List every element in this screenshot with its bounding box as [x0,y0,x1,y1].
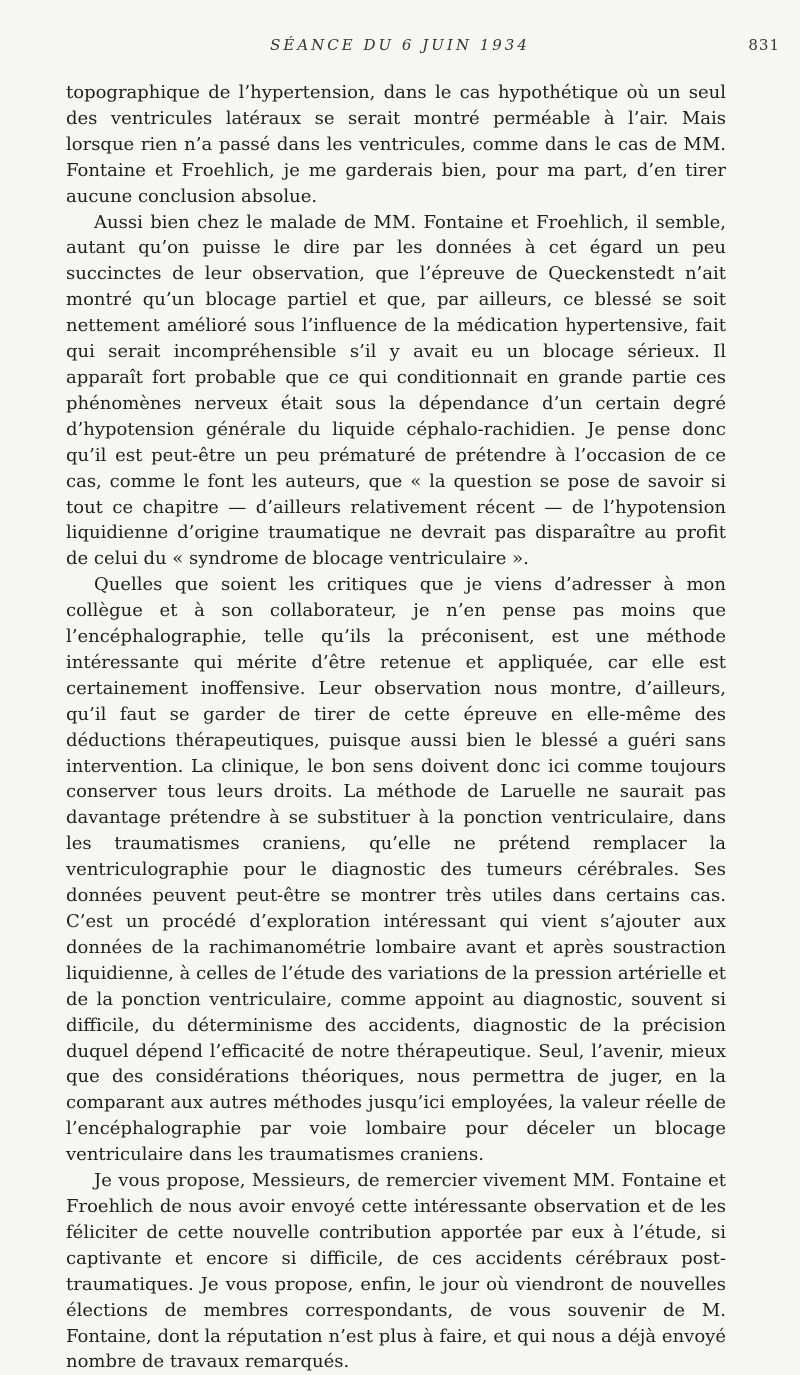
page-number: 831 [748,36,780,54]
body-text [66,80,726,1375]
running-title: SÉANCE DU 6 JUIN 1934 [270,36,530,54]
page-header [0,36,800,60]
paragraph: Aussi bien chez le malade de MM. Fontaine et Froehlich, il semble, autant qu’on puisse le dire par les données à cet égard un peu succinctes de leur observation, que l’épreuve de Queckenstedt n’ait montré qu’un blocage partiel et que, par ailleurs, ce blessé se soit nettement amélioré sous l’influence de la médication hypertensive, fait qui serait incompréhensible s’il y avait eu un blocage sérieux. Il apparaît fort probable que ce qui conditionnait en grande partie ces phénomènes nerveux était sous la dépendance d’un certain degré d’hypotension générale du liquide céphalo-rachidien. Je pense donc qu’il est peut-être un peu prématuré de prétendre à l’occasion de ce cas, comme le font les auteurs, que « la question se pose de savoir si tout ce chapitre — d’ailleurs relativement récent — de l’hypotension liquidienne d’origine traumatique ne devrait pas disparaître au profit de celui du « syndrome de blocage ventriculaire ». [66,211,726,570]
paragraph: Quelles que soient les critiques que je viens d’adresser à mon collègue et à son collaborateur, je n’en pense pas moins que l’encéphalographie, telle qu’ils la préconisent, est une méthode intéressante qui mérite d’être retenue et appliquée, car elle est certainement inoffensive. Leur observation nous montre, d’ailleurs, qu’il faut se garder de tirer de cette épreuve en elle-même des déductions thérapeutiques, puisque aussi bien le blessé a guéri sans intervention. La clinique, le bon sens doivent donc ici comme toujours conserver tous leurs droits. La méthode de Laruelle ne saurait pas davantage prétendre à se substituer à la ponction ventriculaire, dans les traumatismes craniens, qu’elle ne prétend remplacer la ventriculographie pour le diagnostic des tumeurs cérébrales. Ses données peuvent peut-être se montrer très utiles dans certains cas. C’est un procédé d’exploration intéressant qui vient s’ajouter aux données de la rachimanométrie lombaire avant et après soustraction liquidienne, à celles de l’étude des variations de la pression artérielle et de la ponction ventriculaire, comme appoint au diagnostic, souvent si difficile, du déterminisme des accidents, diagnostic de la précision duquel dépend l’efficacité de notre thérapeutique. Seul, l’avenir, mieux que des considérations théoriques, nous permettra de juger, en la comparant aux autres méthodes jusqu’ici employées, la valeur réelle de l’encéphalographie par voie lombaire pour déceler un blocage ventriculaire dans les traumatismes craniens. [66,574,726,1166]
paragraph: Je vous propose, Messieurs, de remercier vivement MM. Fontaine et Froehlich de nous avoir envoyé cette intéressante observation et de les féliciter de cette nouvelle contribution apportée par eux à l’étude, si captivante et encore si difficile, de ces accidents cérébraux post-traumatiques. Je vous propose, enfin, le jour où viendront de nouvelles élections de membres correspondants, de vous souvenir de M. Fontaine, dont la réputation n’est plus à faire, et qui nous a déjà envoyé nombre de travaux remarqués. [66,1170,726,1373]
paragraph-continuation: topographique de l’hypertension, dans le cas hypothétique où un seul des ventricules latéraux se serait montré perméable à l’air. Mais lorsque rien n’a passé dans les ventricules, comme dans le cas de MM. Fontaine et Froehlich, je me garderais bien, pour ma part, d’en tirer aucune conclusion absolue. [66,82,726,207]
